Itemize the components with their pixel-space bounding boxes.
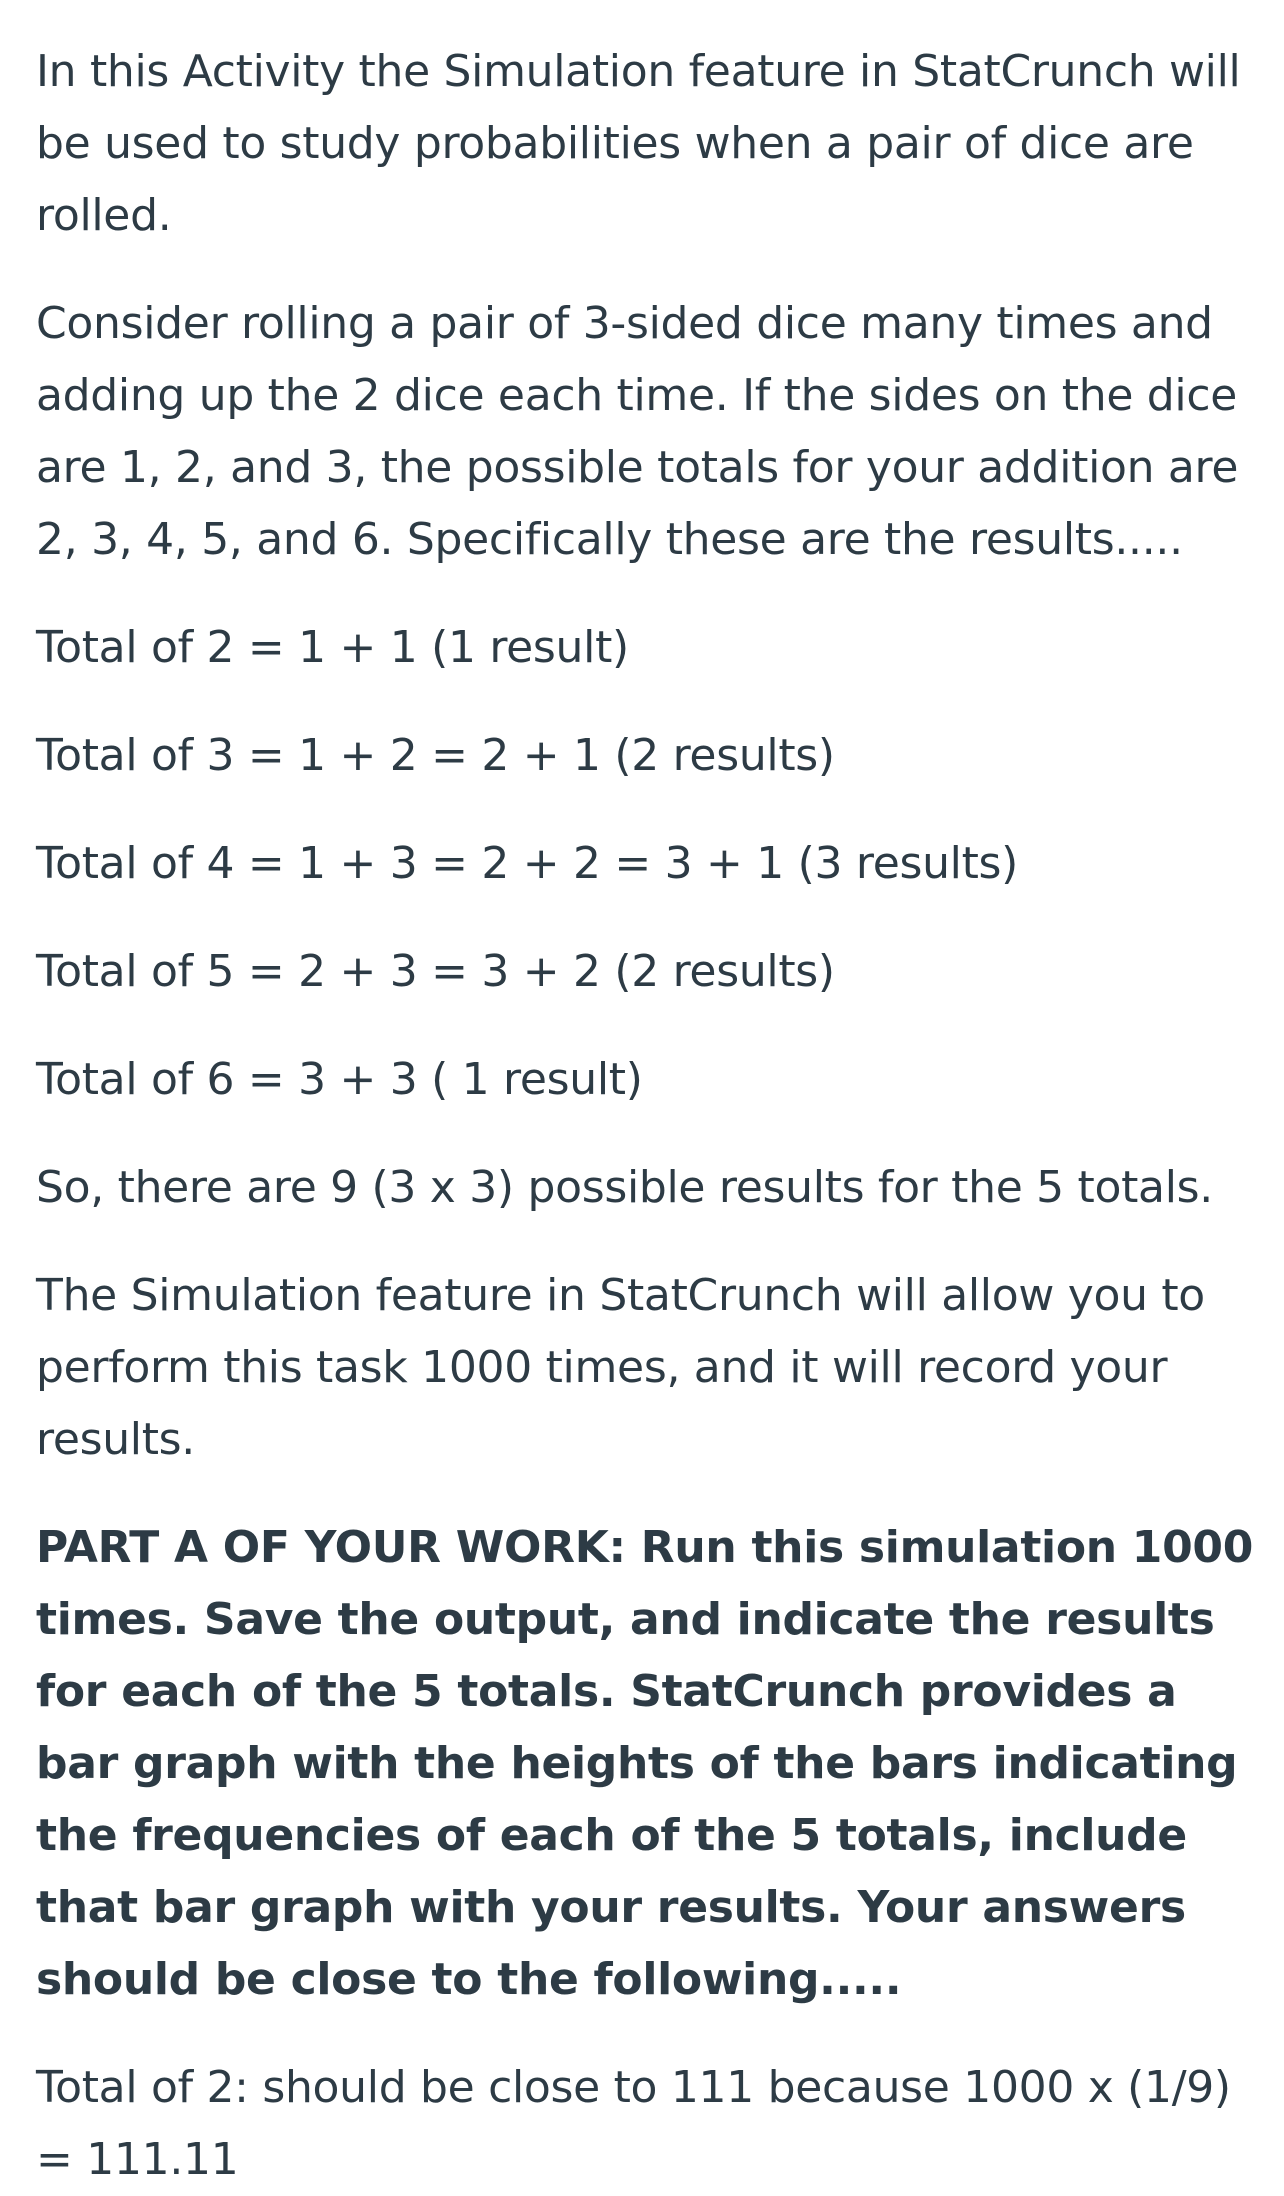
intro-paragraph: In this Activity the Simulation feature in StatCrunch will be used to study probabilities when a pair of dice are rolled.	[36, 46, 1241, 241]
total-6-line: Total of 6 = 3 + 3 ( 1 result)	[36, 1054, 643, 1105]
consider-paragraph: Consider rolling a pair of 3-sided dice many times and adding up the 2 dice each time. If the sides on the dice are 1, 2, and 3, the possible totals for your addition are 2, 3, 4, 5, and 6. Specifically these are the results.....	[36, 298, 1239, 565]
total-3-line: Total of 3 = 1 + 2 = 2 + 1 (2 results)	[36, 730, 835, 781]
total-5-line: Total of 5 = 2 + 3 = 3 + 2 (2 results)	[36, 946, 835, 997]
simulation-paragraph: The Simulation feature in StatCrunch will allow you to perform this task 1000 times, and it will record your results.	[36, 1270, 1205, 1465]
total-4-line: Total of 4 = 1 + 3 = 2 + 2 = 3 + 1 (3 results)	[36, 838, 1019, 889]
answer-total-2-line: Total of 2: should be close to 111 because 1000 x (1/9) = 111.11	[36, 2062, 1231, 2185]
total-2-line: Total of 2 = 1 + 1 (1 result)	[36, 622, 629, 673]
summary-paragraph: So, there are 9 (3 x 3) possible results for the 5 totals.	[36, 1162, 1213, 1213]
part-a-instructions: PART A OF YOUR WORK: Run this simulation 1000 times. Save the output, and indicate the results for each of the 5 totals. StatCrunch provides a bar graph with the heights of the bars indicating the frequencies of each of the 5 totals, include that bar graph with your results. Your answers should be close to the following.....	[36, 1522, 1254, 2005]
